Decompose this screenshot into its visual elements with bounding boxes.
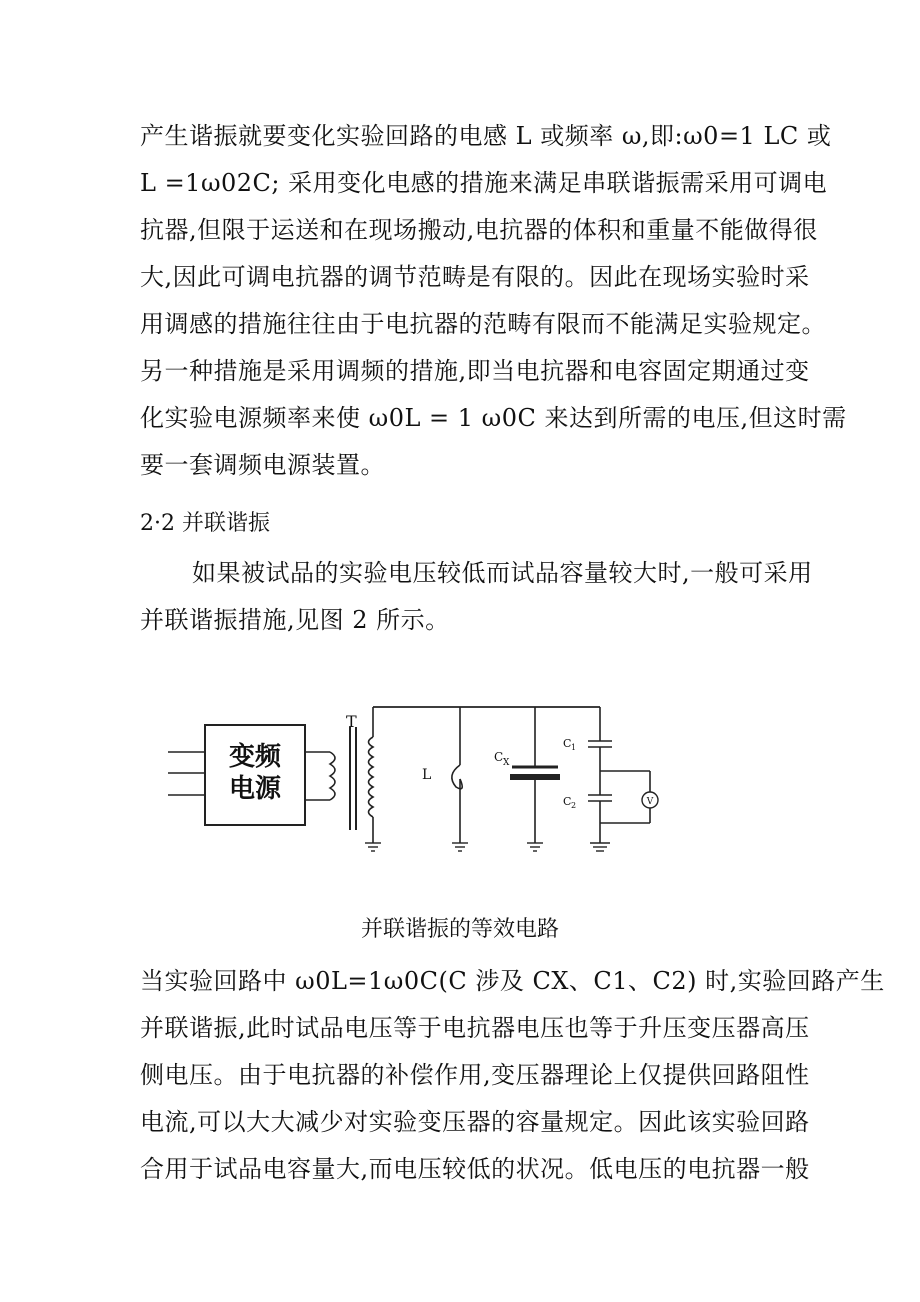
transformer-primary (305, 752, 335, 800)
paragraph-series-resonance (140, 113, 847, 489)
c2-label-subscript: 2 (571, 801, 577, 810)
transformer-core (350, 727, 356, 830)
cx-label: C (494, 750, 504, 764)
text-line: 并联谐振措施,见图 2 所示。 (140, 606, 450, 634)
reactor-label: L (422, 767, 432, 783)
text-line: 化实验电源频率来使 ω0L = 1 ω0C 来达到所需的电压,但这时需 (140, 404, 847, 432)
text-line: 当实验回路中 ω0L=1ω0C(C 涉及 CX、C1、C2) 时,实验回路产生 (140, 967, 885, 995)
input-lines (168, 752, 205, 795)
test-object-capacitor (510, 707, 560, 843)
transformer-label: T (346, 712, 357, 731)
paragraph-parallel-resonance (140, 958, 885, 1193)
text-line: 合用于试品电容量大,而电压较低的状况。低电压的电抗器一般 (140, 1155, 810, 1183)
reactor-inductor (452, 707, 462, 843)
voltage-divider (588, 707, 650, 843)
parallel-resonance-circuit-diagram (160, 655, 680, 865)
text-line: L =1ω02C; 采用变化电感的措施来满足串联谐振需采用可调电 (140, 169, 828, 197)
figure-caption: 并联谐振的等效电路 (360, 917, 559, 942)
voltmeter-label: V (646, 797, 654, 807)
source-label-line1: 变频 (228, 742, 282, 772)
section-heading: 2·2 并联谐振 (140, 511, 270, 536)
text-line: 如果被试品的实验电压较低而试品容量较大时,一般可采用 (192, 559, 813, 587)
cx-label-subscript: X (503, 758, 510, 768)
text-line: 并联谐振,此时试品电压等于电抗器电压也等于升压变压器高压 (140, 1014, 810, 1042)
text-line: 用调感的措施往往由于电抗器的范畴有限而不能满足实验规定。 (140, 310, 826, 338)
text-line: 抗器,但限于运送和在现场搬动,电抗器的体积和重量不能做得很 (140, 216, 818, 244)
c2-label: C (563, 795, 572, 808)
text-line: 电流,可以大大减少对实验变压器的容量规定。因此该实验回路 (140, 1108, 810, 1136)
text-line: 产生谐振就要变化实验回路的电感 L 或频率 ω,即:ω0=1 LC 或 (140, 122, 832, 150)
text-line: 另一种措施是采用调频的措施,即当电抗器和电容固定期通过变 (140, 357, 810, 385)
c1-label-subscript: 1 (571, 743, 577, 752)
text-line: 要一套调频电源装置。 (140, 451, 385, 479)
text-line: 侧电压。由于电抗器的补偿作用,变压器理论上仅提供回路阻性 (140, 1061, 810, 1089)
text-line: 大,因此可调电抗器的调节范畴是有限的。因此在现场实验时采 (140, 263, 810, 291)
ground-symbols (365, 843, 610, 851)
transformer-secondary (369, 707, 374, 843)
paragraph-parallel-intro (140, 550, 813, 644)
source-label-line2: 电源 (228, 774, 282, 804)
c1-label: C (563, 737, 572, 750)
